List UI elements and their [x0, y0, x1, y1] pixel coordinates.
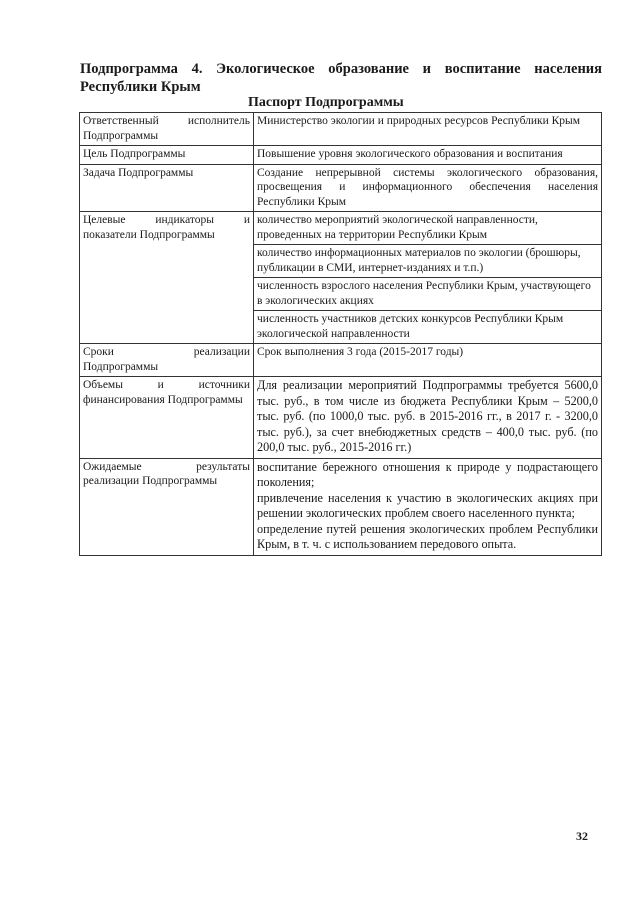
table-row-results	[80, 458, 602, 555]
row-label: Цель Подпрограммы	[80, 146, 254, 165]
row-label: Ожидаемые результаты реализации Подпрограммы	[80, 458, 254, 555]
row-value: Срок выполнения 3 года (2015-2017 годы)	[254, 344, 602, 377]
result-item: привлечение населения к участию в экологических акциях при решении экологических проблем своего населенного пункта;	[257, 490, 598, 520]
row-value: Министерство экологии и природных ресурсов Республики Крым	[254, 113, 602, 146]
table-row-task	[80, 164, 602, 212]
table-row-terms	[80, 344, 602, 377]
row-label: Задача Подпрограммы	[80, 164, 254, 212]
subprogram-heading: Подпрограмма 4. Экологическое образование и воспитание населения Республики Крым	[80, 61, 602, 95]
row-label: Ответственный исполнитель Подпрограммы	[80, 113, 254, 146]
indicator-item: численность взрослого населения Республики Крым, участвующего в экологических акциях	[254, 278, 601, 311]
passport-table	[79, 112, 602, 556]
results-list	[254, 458, 602, 555]
indicator-item: численность участников детских конкурсов Республики Крым экологической направленности	[257, 313, 564, 340]
table-row-indicators	[80, 212, 602, 344]
row-label: Сроки реализации Подпрограммы	[80, 344, 254, 377]
indicator-item: количество информационных материалов по экологии (брошюры, публикации в СМИ, интернет-изданиях и т.п.)	[254, 245, 601, 278]
table-row-goal	[80, 146, 602, 165]
row-value: Создание непрерывной системы экологического образования, просвещения и информационного обеспечения населения Республики Крым	[254, 164, 602, 212]
indicator-item: количество мероприятий экологической направленности, проведенных на территории Республики Крым	[254, 212, 601, 245]
row-label: Целевые индикаторы и показатели Подпрограммы	[80, 212, 254, 344]
result-item: воспитание бережного отношения к природе у подрастающего поколения;	[257, 459, 598, 489]
row-value: Повышение уровня экологического образования и воспитания	[254, 146, 602, 165]
passport-title: Паспорт Подпрограммы	[248, 95, 404, 110]
page-number: 32	[576, 829, 588, 843]
table-row-responsible	[80, 113, 602, 146]
row-value: Для реализации мероприятий Подпрограммы требуется 5600,0 тыс. руб., в том числе из бюджета Республики Крым – 5200,0 тыс. руб. (по 1000,0 тыс. руб. в 2015-2016 гг., в 2017 г. - 3200,0 тыс. руб.), за счет внебюджетных средств – 400,0 тыс. руб. (по 200,0 тыс. руб., 2015-2016 гг.)	[254, 377, 602, 459]
result-item: определение путей решения экологических проблем Республики Крым, в т. ч. с использованием передового опыта.	[257, 521, 598, 551]
table-row-funding	[80, 377, 602, 459]
indicator-list	[254, 212, 602, 344]
row-label: Объемы и источники финансирования Подпрограммы	[80, 377, 254, 459]
